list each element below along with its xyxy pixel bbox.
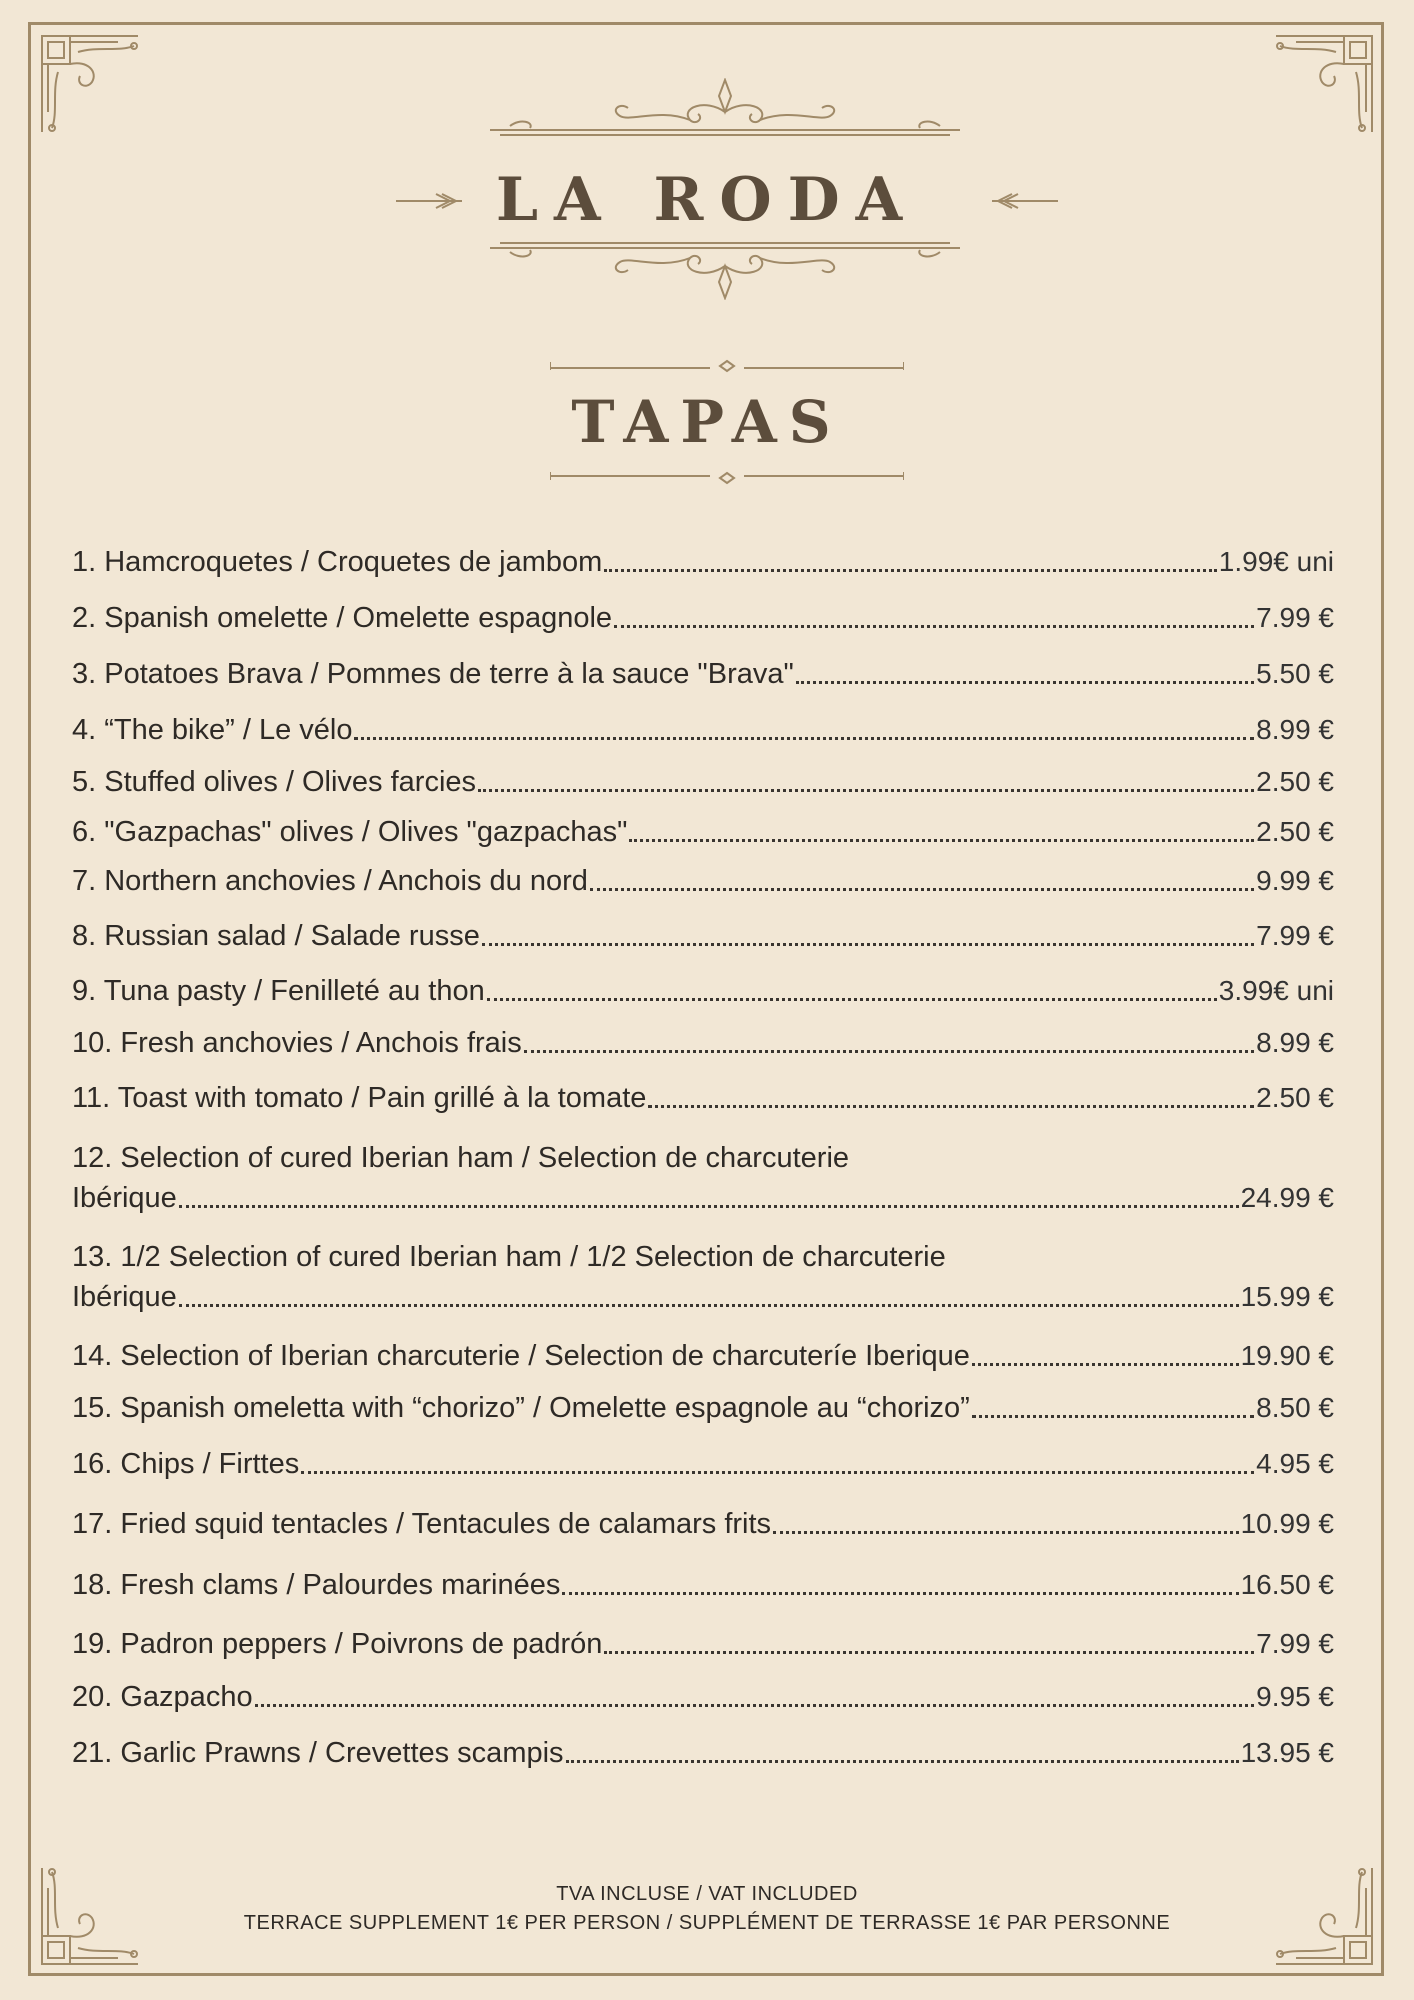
item-name: 13. 1/2 Selection of cured Iberian ham / 1/2 Selection de charcuterie [72, 1241, 946, 1273]
item-price: 7.99 € [1256, 1628, 1334, 1659]
item-price: 7.99 € [1256, 602, 1334, 633]
menu-item [72, 1138, 1334, 1218]
dot-leader [604, 1651, 1254, 1654]
item-name: 5. Stuffed olives / Olives farcies [72, 766, 477, 798]
item-name: 7. Northern anchovies / Anchois du nord [72, 865, 588, 897]
menu-item [72, 1677, 1334, 1717]
dot-leader [614, 625, 1254, 628]
item-name: 11. Toast with tomato / Pain grillé à la tomate [72, 1082, 647, 1114]
item-price: 19.90 € [1240, 1340, 1334, 1371]
item-price: 10.99 € [1240, 1508, 1334, 1539]
item-price: 24.99 € [1240, 1182, 1334, 1213]
item-name-continued: Ibérique [72, 1281, 177, 1313]
header-ornament-icon [490, 240, 960, 300]
item-name: 16. Chips / Firttes [72, 1448, 300, 1480]
dot-leader [482, 943, 1254, 946]
menu-item [72, 812, 1334, 852]
item-name: 17. Fried squid tentacles / Tentacules de calamars frits [72, 1508, 772, 1540]
item-name: 19. Padron peppers / Poivrons de padrón [72, 1628, 603, 1660]
menu-item [72, 1624, 1334, 1664]
dot-leader [590, 888, 1254, 891]
dot-leader [648, 1105, 1254, 1108]
dot-leader [487, 998, 1217, 1001]
dot-leader [301, 1471, 1254, 1474]
menu-item [72, 1078, 1334, 1118]
item-price: 7.99 € [1256, 920, 1334, 951]
menu-item [72, 916, 1334, 956]
menu-item [72, 762, 1334, 802]
dot-leader [629, 839, 1254, 842]
menu-item [72, 1504, 1334, 1544]
item-name: 3. Potatoes Brava / Pommes de terre à la sauce "Brava" [72, 658, 794, 690]
menu-item [72, 710, 1334, 750]
item-name: 10. Fresh anchovies / Anchois frais [72, 1027, 522, 1059]
item-price: 1.99€ uni [1218, 546, 1334, 577]
item-name: 12. Selection of cured Iberian ham / Selection de charcuterie [72, 1142, 850, 1174]
item-price: 9.95 € [1256, 1681, 1334, 1712]
item-name: 20. Gazpacho [72, 1681, 253, 1713]
menu-item [72, 654, 1334, 694]
menu-item [72, 598, 1334, 638]
dot-leader [255, 1704, 1255, 1707]
item-price: 2.50 € [1256, 766, 1334, 797]
item-name-continued: Ibérique [72, 1182, 177, 1214]
menu-item [72, 1388, 1334, 1428]
dot-leader [773, 1531, 1239, 1534]
header-ornament-icon [490, 78, 960, 138]
menu-item [72, 861, 1334, 901]
footer [0, 1880, 1414, 1938]
item-price: 8.99 € [1256, 1027, 1334, 1058]
menu-item [72, 1237, 1334, 1317]
corner-ornament-icon [38, 32, 148, 142]
item-name: 4. “The bike” / Le vélo [72, 714, 353, 746]
item-price: 5.50 € [1256, 658, 1334, 689]
dot-leader [566, 1760, 1239, 1763]
item-name: 14. Selection of Iberian charcuterie / Selection de charcuteríe Iberique [72, 1340, 970, 1372]
item-price: 3.99€ uni [1218, 975, 1334, 1006]
menu-item [72, 542, 1334, 582]
dot-leader [562, 1592, 1238, 1595]
item-price: 13.95 € [1240, 1737, 1334, 1768]
dot-leader [354, 737, 1254, 740]
dot-leader [972, 1415, 1254, 1418]
menu-item [72, 1023, 1334, 1063]
item-price: 15.99 € [1240, 1281, 1334, 1312]
restaurant-name: LA RODA [495, 165, 919, 235]
menu-item [72, 1336, 1334, 1376]
item-name: 15. Spanish omeletta with “chorizo” / Omelette espagnole au “chorizo” [72, 1392, 970, 1424]
menu-item [72, 971, 1334, 1011]
section-divider [550, 358, 904, 374]
dot-leader [604, 569, 1216, 572]
item-price: 8.50 € [1256, 1392, 1334, 1423]
item-name: 9. Tuna pasty / Fenilleté au thon [72, 975, 485, 1007]
item-price: 8.99 € [1256, 714, 1334, 745]
vat-note: TVA INCLUSE / VAT INCLUDED [556, 1883, 858, 1905]
dot-leader [478, 789, 1254, 792]
menu-item [72, 1565, 1334, 1605]
item-name: 18. Fresh clams / Palourdes marinées [72, 1569, 561, 1601]
item-name: 6. "Gazpachas" olives / Olives "gazpachas" [72, 816, 628, 848]
item-name: 21. Garlic Prawns / Crevettes scampis [72, 1737, 564, 1769]
terrace-supplement-note: TERRACE SUPPLEMENT 1€ PER PERSON / SUPPLÉMENT DE TERRASSE 1€ PAR PERSONNE [243, 1912, 1171, 1934]
dot-leader [179, 1205, 1239, 1208]
section-divider [550, 470, 904, 486]
item-price: 16.50 € [1240, 1569, 1334, 1600]
item-price: 2.50 € [1256, 816, 1334, 847]
corner-ornament-icon [1266, 32, 1376, 142]
menu-item [72, 1733, 1334, 1773]
arrow-ornament-icon [988, 190, 1058, 212]
item-price: 2.50 € [1256, 1082, 1334, 1113]
item-name: 1. Hamcroquetes / Croquetes de jambom [72, 546, 603, 578]
dot-leader [524, 1050, 1254, 1053]
section-title: TAPAS [571, 388, 843, 456]
dot-leader [972, 1363, 1239, 1366]
item-price: 9.99 € [1256, 865, 1334, 896]
dot-leader [796, 681, 1254, 684]
menu-item [72, 1444, 1334, 1484]
item-price: 4.95 € [1256, 1448, 1334, 1479]
dot-leader [179, 1304, 1239, 1307]
item-name: 2. Spanish omelette / Omelette espagnole [72, 602, 613, 634]
item-name: 8. Russian salad / Salade russe [72, 920, 480, 952]
